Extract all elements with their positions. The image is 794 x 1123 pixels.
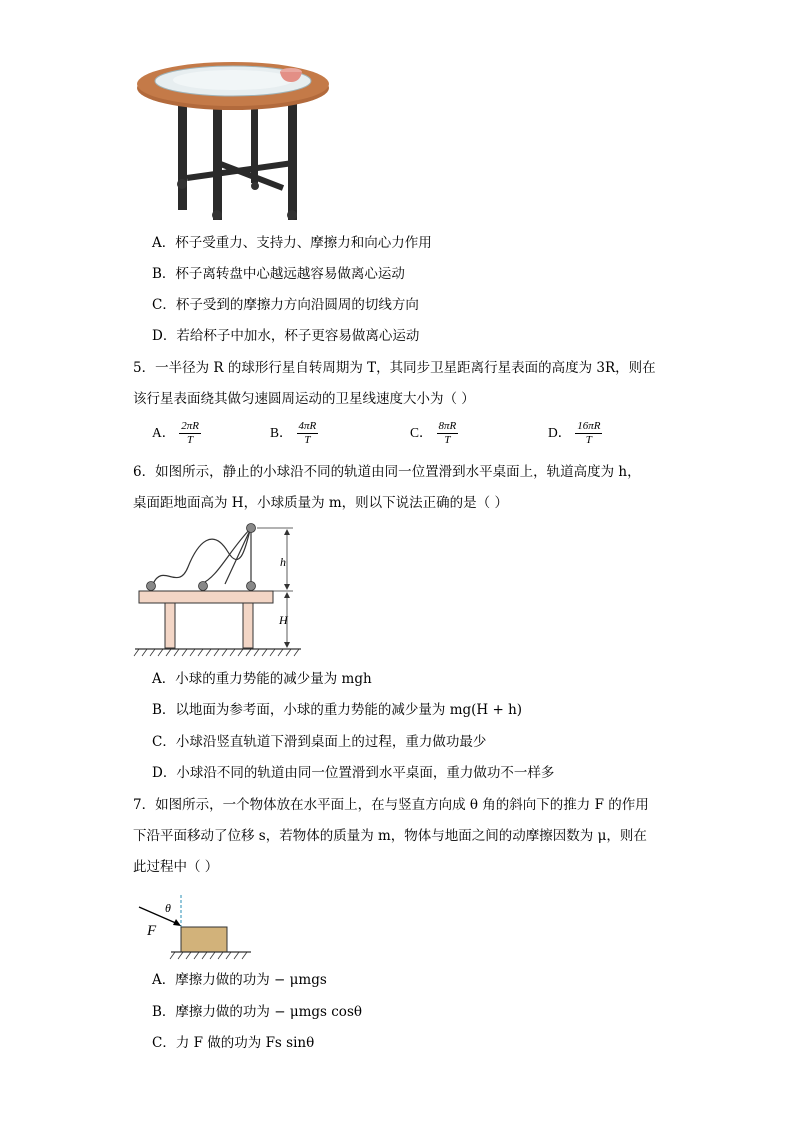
fraction: $\frac{2\pi R}{T}$ — [181, 420, 199, 446]
q7-stem-line2: 下沿平面移动了位移 s，若物体的质量为 m，物体与地面之间的动摩擦因数为 μ，则在 — [133, 828, 647, 844]
q7-option-b: B．摩擦力做的功为 − μmgs cosθ — [152, 1004, 362, 1020]
q7-stem-line1: 7．如图所示，一个物体放在水平面上，在与竖直方向成 θ 角的斜向下的推力 F 的作用 — [133, 797, 649, 813]
q6-option-b: B．以地面为参考面，小球的重力势能的减少量为 mg(H + h) — [152, 702, 523, 718]
q6-option-a: A．小球的重力势能的减少量为 mgh — [152, 671, 372, 687]
q6-stem-line2: 桌面距地面高为 H，小球质量为 m，则以下说法正确的是（ ） — [133, 495, 508, 511]
q5-stem-line1: 5．一半径为 R 的球形行星自转周期为 T，其同步卫星距离行星表面的高度为 3R，则在 — [133, 360, 656, 376]
q5-option-c: C． $\frac{8\pi R}{T}$ — [410, 420, 457, 446]
q4-option-a: A．杯子受重力、支持力、摩擦力和向心力作用 — [152, 235, 432, 251]
track-table-figure — [133, 522, 313, 662]
label-F: F — [147, 923, 157, 939]
label-h: h — [280, 555, 286, 569]
q5-stem-line2: 该行星表面绕其做匀速圆周运动的卫星线速度大小为（ ） — [133, 391, 475, 407]
q4-option-d: D．若给杯子中加水，杯子更容易做离心运动 — [152, 328, 420, 344]
q4-option-b: B．杯子离转盘中心越远越容易做离心运动 — [152, 266, 405, 282]
q7-option-a: A．摩擦力做的功为 − μmgs — [152, 972, 327, 988]
block-force-figure — [133, 893, 253, 965]
fraction: $\frac{16\pi R}{T}$ — [577, 420, 601, 446]
q7-option-c: C．力 F 做的功为 Fs sinθ — [152, 1035, 315, 1051]
fraction: $\frac{8\pi R}{T}$ — [438, 420, 457, 446]
rotating-table-figure — [133, 58, 343, 223]
q7-stem-line3: 此过程中（ ） — [133, 859, 219, 875]
q5-option-a: A． $\frac{2\pi R}{T}$ — [152, 420, 199, 446]
label-theta: θ — [165, 901, 171, 915]
label-H: H — [279, 613, 288, 627]
q4-option-c: C．杯子受到的摩擦力方向沿圆周的切线方向 — [152, 297, 419, 313]
q6-stem-line1: 6．如图所示，静止的小球沿不同的轨道由同一位置滑到水平桌面上，轨道高度为 h， — [133, 464, 641, 480]
q5-option-d: D． $\frac{16\pi R}{T}$ — [548, 420, 601, 446]
q6-option-c: C．小球沿竖直轨道下滑到桌面上的过程，重力做功最少 — [152, 734, 487, 750]
fraction: $\frac{4\pi R}{T}$ — [298, 420, 317, 446]
q6-option-d: D．小球沿不同的轨道由同一位置滑到水平桌面，重力做功不一样多 — [152, 765, 555, 781]
q5-option-b: B． $\frac{4\pi R}{T}$ — [270, 420, 317, 446]
